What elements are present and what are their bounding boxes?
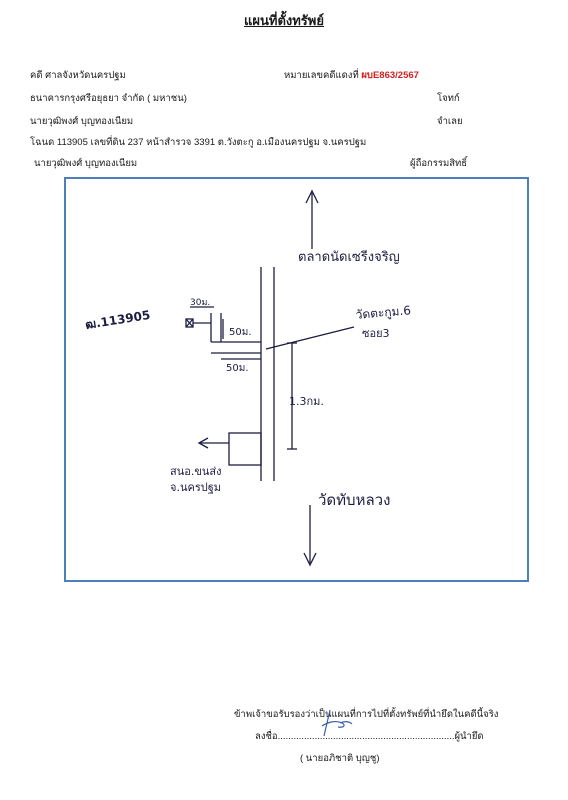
handwritten-signature	[316, 706, 356, 740]
plaintiff-role: โจทก์	[437, 93, 460, 104]
map-drawing	[66, 179, 527, 580]
distance-top-label: 30ม.	[190, 298, 211, 308]
signature-prefix: ลงชื่อ...................................................................	[255, 731, 455, 742]
case-number: ผบE863/2567	[361, 70, 419, 81]
owner-name: นายวุฒิพงศ์ บุญทองเนียม	[34, 158, 138, 169]
bottom-road-label: วัดทับหลวง	[318, 491, 391, 509]
office-label-1: สนอ.ขนส่ง	[170, 465, 222, 478]
court-name: คดี ศาลจังหวัดนครปฐม	[30, 70, 126, 81]
lot-number-label: ฒ.113905	[84, 307, 152, 332]
signer-name: ( นายอภิชาติ บุญชู)	[300, 753, 380, 764]
office-label-2: จ.นครปฐม	[170, 481, 222, 494]
landmark-label-1: วัดตะกูม.6	[355, 303, 412, 322]
distance-mid-label: 50ม.	[229, 327, 252, 338]
office-building	[229, 433, 261, 465]
certify-statement: ข้าพเจ้าขอรับรองว่าเป็นแผนที่การไปที่ตั้งทรัพย์ที่นำยึดในคดีนี้จริง	[234, 709, 499, 720]
distance-low-label: 50ม.	[226, 363, 249, 374]
case-number-label: หมายเลขคดีแดงที่	[284, 70, 359, 81]
location-map	[64, 177, 529, 582]
defendant-role: จำเลย	[437, 116, 463, 127]
defendant-name: นายวุฒิพงศ์ บุญทองเนียม	[30, 116, 134, 127]
top-road-label: ตลาดนัดเซรีงจริญ	[298, 250, 400, 265]
signature-line	[255, 729, 484, 744]
signature-role: ผู้นำยึด	[454, 731, 484, 742]
page-title: แผนที่ตั้งทรัพย์	[244, 13, 324, 28]
deed-info: โฉนด 113905 เลขที่ดิน 237 หน้าสำรวจ 3391 ต.วังตะกู อ.เมืองนครปฐม จ.นครปฐม	[30, 137, 367, 148]
plaintiff-name: ธนาคารกรุงศรีอยุธยา จำกัด ( มหาชน)	[30, 93, 187, 104]
case-number-field	[284, 68, 419, 83]
long-distance-label: 1.3กม.	[289, 395, 324, 408]
landmark-label-2: ซอย3	[362, 327, 390, 340]
owner-role: ผู้ถือกรรมสิทธิ์	[410, 158, 468, 169]
landmark-leader	[266, 327, 354, 349]
